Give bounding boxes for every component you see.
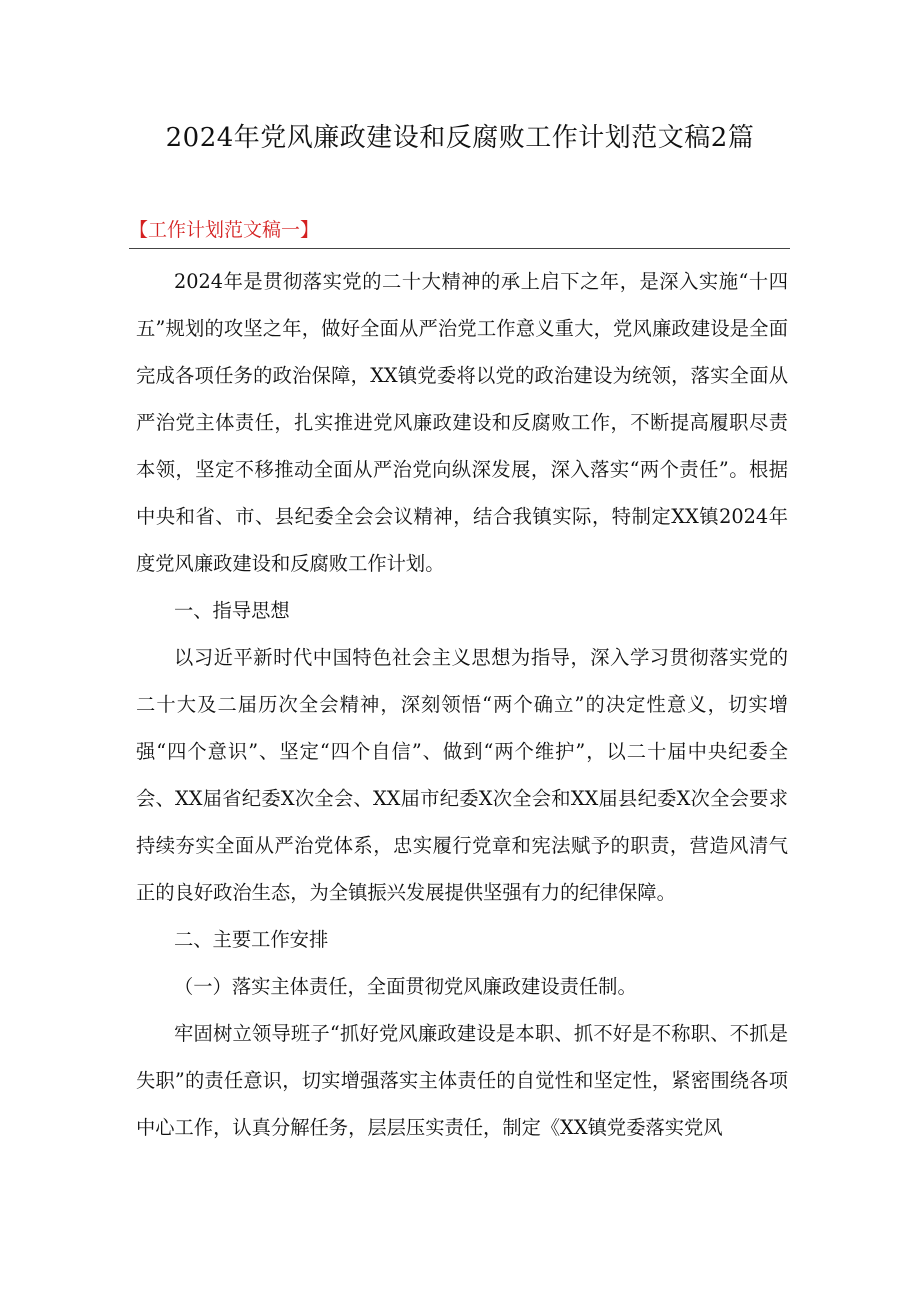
intro-paragraph: 2024年是贯彻落实党的二十大精神的承上启下之年，是深入实施“十四五”规划的攻坚之年，做好全面从严治党工作意义重大，党风廉政建设是全面完成各项任务的政治保障，XX镇党委将以党的政治建设为统领，落实全面从严治党主体责任，扎实推进党风廉政建设和反腐败工作，不断提高履职尽责本领，坚定不移推动全面从严治党向纵深发展，深入落实“两个责任”。根据中央和省、市、县纪委全会会议精神，结合我镇实际，特制定XX镇2024年度党风廉政建设和反腐败工作计划。 — [136, 270, 788, 575]
main-responsibility-paragraph: 牢固树立领导班子“抓好党风廉政建设是本职、抓不好是不称职、不抓是失职”的责任意识，切实增强落实主体责任的自觉性和坚定性，紧密围绕各项中心工作，认真分解任务，层层压实责任，制定《XX镇党委落实党风 — [136, 1022, 788, 1139]
heading-guiding-ideology: 一、指导思想 — [174, 599, 290, 622]
section-label: 【工作计划范文稿一】 — [129, 219, 320, 241]
document-title: 2024年党风廉政建设和反腐败工作计划范文稿2篇 — [165, 123, 755, 153]
document-body — [136, 258, 788, 1151]
section-header — [129, 216, 790, 249]
guiding-ideology-paragraph: 以习近平新时代中国特色社会主义思想为指导，深入学习贯彻落实党的二十大及二届历次全会精神，深刻领悟“两个确立”的决定性意义，切实增强“四个意识”、坚定“四个自信”、做到“两个维护”，以二十届中央纪委全会、XX届省纪委X次全会、XX届市纪委X次全会和XX届县纪委X次全会要求持续夯实全面从严治党体系，忠实履行党章和宪法赋予的职责，营造风清气正的良好政治生态，为全镇振兴发展提供坚强有力的纪律保障。 — [136, 646, 788, 904]
heading-main-work: 二、主要工作安排 — [174, 928, 329, 951]
subheading-main-responsibility: （一）落实主体责任，全面贯彻党风廉政建设责任制。 — [174, 975, 637, 998]
